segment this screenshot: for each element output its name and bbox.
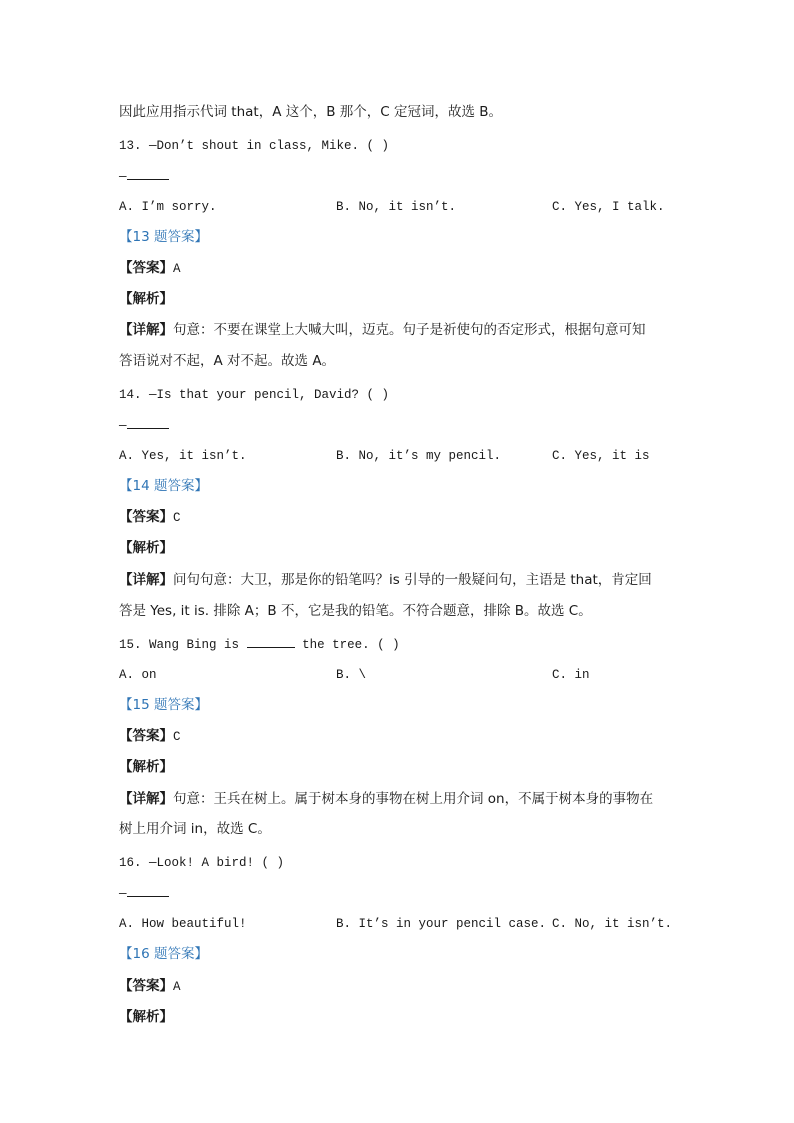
reply-dash: — <box>119 170 127 184</box>
intro-text: 因此应用指示代词 that，A 这个，B 那个，C 定冠词，故选 B。 <box>119 104 503 120</box>
answer-value: A <box>173 980 181 994</box>
option-c: C. No, it isn’t. <box>552 917 673 931</box>
detail-15-line2: 树上用介词 in，故选 C。 <box>119 821 271 837</box>
detail-label: 【详解】 <box>119 322 173 338</box>
option-b: B. \ <box>336 668 367 682</box>
reply-blank-16 <box>119 885 169 903</box>
answer-blank <box>127 885 169 897</box>
option-b: B. No, it’s my pencil. <box>336 449 502 463</box>
analysis-label-15: 【解析】 <box>119 759 173 775</box>
answer-16 <box>119 977 181 996</box>
detail-text: 句意：王兵在树上。属于树本身的事物在树上用介词 on，不属于树本身的事物在 <box>173 791 654 807</box>
answer-blank <box>127 417 169 429</box>
answer-blank <box>127 168 169 180</box>
option-b: B. It’s in your pencil case. <box>336 917 547 931</box>
analysis-label-16: 【解析】 <box>119 1009 173 1025</box>
option-c: C. Yes, it is <box>552 449 650 463</box>
analysis-label-13: 【解析】 <box>119 291 173 307</box>
answer-label: 【答案】 <box>119 260 173 276</box>
answer-13 <box>119 259 181 278</box>
section-label-16: 【16 题答案】 <box>119 946 208 962</box>
detail-label: 【详解】 <box>119 791 173 807</box>
question-text-end: the tree. ( ) <box>302 638 400 652</box>
answer-value: C <box>173 730 181 744</box>
option-c: C. in <box>552 668 590 682</box>
reply-blank-13 <box>119 168 169 186</box>
detail-13-line2: 答语说对不起，A 对不起。故选 A。 <box>119 353 336 369</box>
answer-label: 【答案】 <box>119 978 173 994</box>
option-a: A. on <box>119 668 157 682</box>
answer-label: 【答案】 <box>119 728 173 744</box>
option-c: C. Yes, I talk. <box>552 200 665 214</box>
detail-text: 问句句意：大卫，那是你的铅笔吗？is 引导的一般疑问句，主语是 that，肯定回 <box>173 572 652 588</box>
section-label-15: 【15 题答案】 <box>119 697 208 713</box>
detail-13-line1 <box>119 321 646 340</box>
question-text-start: 15. Wang Bing is <box>119 638 240 652</box>
analysis-label-14: 【解析】 <box>119 540 173 556</box>
reply-dash: — <box>119 419 127 433</box>
answer-label: 【答案】 <box>119 509 173 525</box>
option-a: A. Yes, it isn’t. <box>119 449 247 463</box>
answer-value: C <box>173 511 181 525</box>
reply-dash: — <box>119 887 127 901</box>
options-15 <box>119 668 679 686</box>
options-16 <box>119 917 679 935</box>
detail-text: 句意：不要在课堂上大喊大叫，迈克。句子是祈使句的否定形式，根据句意可知 <box>173 322 646 338</box>
detail-label: 【详解】 <box>119 572 173 588</box>
section-label-14: 【14 题答案】 <box>119 478 208 494</box>
detail-14-line1 <box>119 571 652 590</box>
reply-blank-14 <box>119 417 169 435</box>
answer-14 <box>119 508 181 527</box>
section-label-13: 【13 题答案】 <box>119 229 208 245</box>
options-14 <box>119 449 679 467</box>
answer-blank <box>247 636 295 648</box>
options-13 <box>119 200 679 218</box>
option-a: A. How beautiful! <box>119 917 247 931</box>
option-a: A. I’m sorry. <box>119 200 217 214</box>
answer-15 <box>119 727 181 746</box>
detail-15-line1 <box>119 790 653 809</box>
detail-14-line2: 答是 Yes, it is. 排除 A；B 不，它是我的铅笔。不符合题意，排除 B。故选 C。 <box>119 603 592 619</box>
answer-value: A <box>173 262 181 276</box>
question-14: 14. —Is that your pencil, David? ( ) <box>119 388 390 402</box>
option-b: B. No, it isn’t. <box>336 200 457 214</box>
question-15 <box>119 636 400 654</box>
question-13: 13. —Don’t shout in class, Mike. ( ) <box>119 139 390 153</box>
question-16: 16. —Look! A bird! ( ) <box>119 856 285 870</box>
